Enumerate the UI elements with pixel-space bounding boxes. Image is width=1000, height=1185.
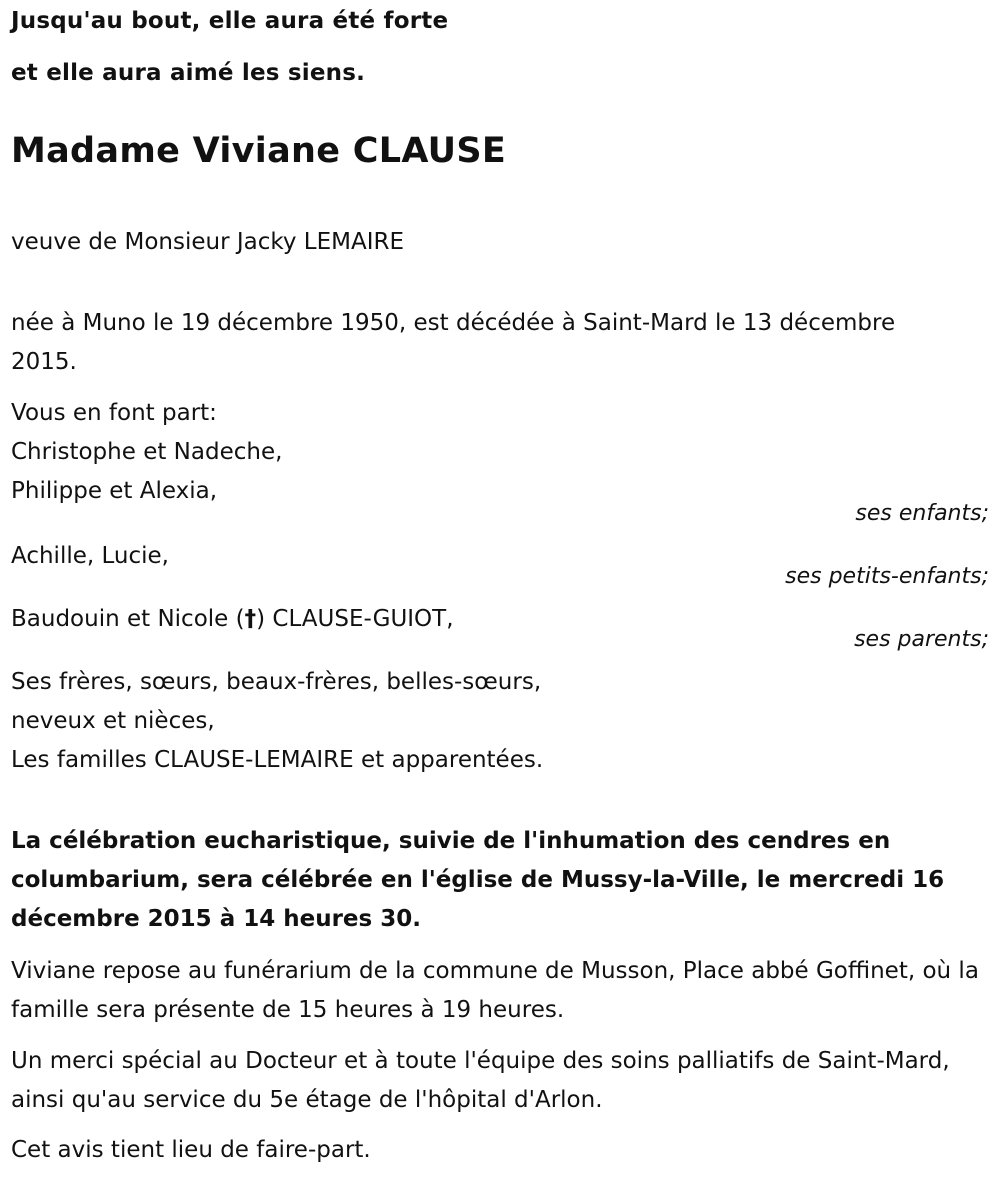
parents-text-after: ) CLAUSE-GUIOT,: [256, 606, 454, 632]
relatives-line-1: Ses frères, sœurs, beaux-frères, belles-sœurs,: [11, 669, 542, 695]
epitaph-line-1: Jusqu'au bout, elle aura été forte: [11, 8, 449, 34]
epitaph-line-2: et elle aura aimé les siens.: [11, 60, 366, 86]
repose-details: Viviane repose au funérarium de la commune de Musson, Place abbé Goffinet, où la famille sera présente de 15 heures à 19 heures.: [11, 958, 979, 1023]
thanks-message: Un merci spécial au Docteur et à toute l'équipe des soins palliatifs de Saint-Mard, ainsi qu'au service du 5e étage de l'hôpital d'Arlon.: [11, 1048, 950, 1113]
children-line-1: Christophe et Nadeche,: [11, 439, 283, 465]
relatives-list: [11, 663, 989, 780]
parents-text-before: Baudouin et Nicole (: [11, 606, 245, 632]
notice-line: Cet avis tient lieu de faire-part.: [11, 1137, 371, 1163]
children-relation-label: ses enfants;: [855, 501, 989, 526]
parents-list: [11, 600, 989, 639]
widow-of-line: veuve de Monsieur Jacky LEMAIRE: [11, 229, 404, 255]
children-line-2: Philippe et Alexia,: [11, 478, 218, 504]
relatives-line-2: neveux et nièces,: [11, 708, 215, 734]
ceremony-details: La célébration eucharistique, suivie de l'inhumation des cendres en columbarium, sera célébrée en l'église de Mussy-la-Ville, le mercredi 16 décembre 2015 à 14 heures 30.: [11, 828, 945, 932]
grandchildren-relation-label: ses petits-enfants;: [785, 564, 989, 589]
birth-death-line: née à Muno le 19 décembre 1950, est décédée à Saint-Mard le 13 décembre 2015.: [11, 310, 896, 375]
parents-relation-label: ses parents;: [854, 627, 989, 652]
parents-line: [11, 600, 989, 639]
deceased-name: Madame Viviane CLAUSE: [11, 131, 507, 171]
relatives-line-3: Les familles CLAUSE-LEMAIRE et apparentées.: [11, 747, 544, 773]
children-list: [11, 433, 989, 511]
announcers-intro: Vous en font part:: [11, 400, 217, 426]
grandchildren-line-1: Achille, Lucie,: [11, 543, 169, 569]
cross-icon: †: [244, 606, 257, 632]
